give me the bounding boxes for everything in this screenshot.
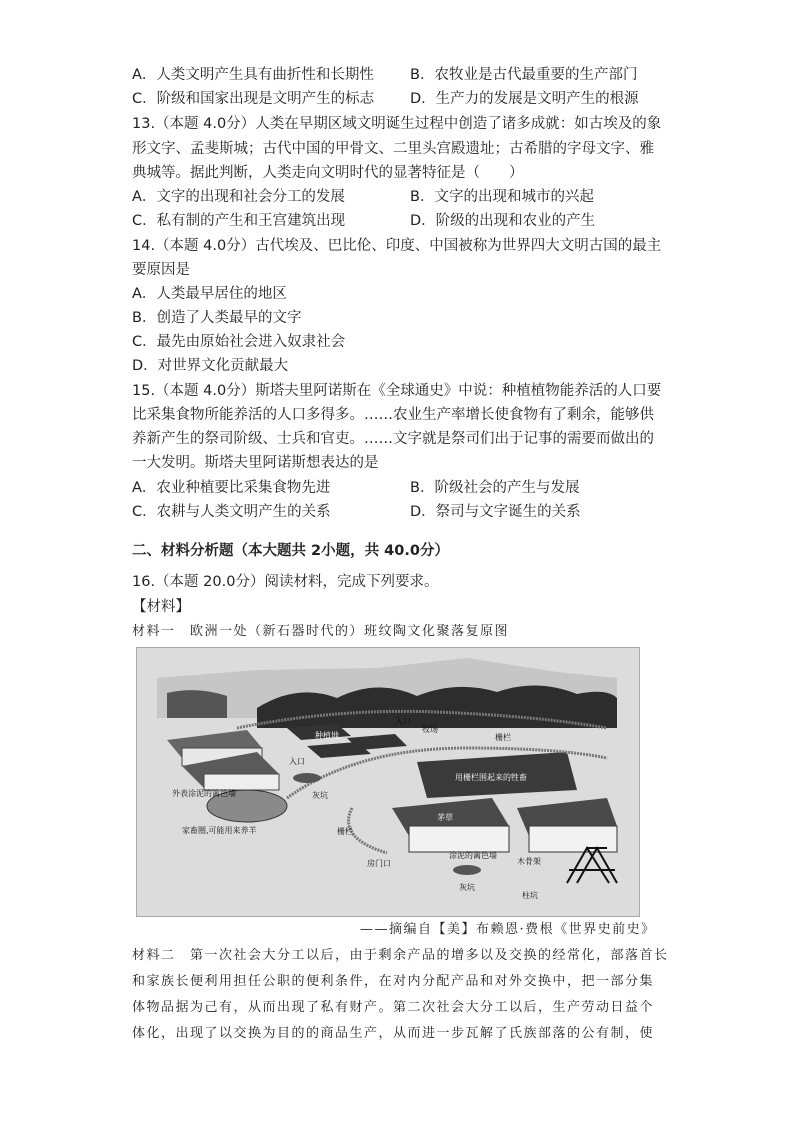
q13-stem-line1: 13.（本题 4.0分）人类在早期区域文明诞生过程中创造了诸多成就：如古埃及的象 (132, 116, 662, 132)
material-header: 【材料】 (132, 599, 190, 615)
q15-option-a: A．农业种植要比采集食物先进 (132, 480, 331, 496)
q13-option-d: D．阶级的出现和农业的产生 (410, 213, 596, 229)
q14-option-b: B．创造了人类最早的文字 (132, 310, 302, 326)
q14-stem-line1: 14.（本题 4.0分）古代埃及、巴比伦、印度、中国被称为世界四大文明古国的最主 (132, 238, 662, 254)
label-field: 种植地 (315, 731, 339, 740)
q14-stem-line2: 要原因是 (132, 262, 190, 278)
label-mud-fence: 涂泥的篱笆墙 (449, 851, 497, 860)
q16-stem: 16.（本题 20.0分）阅读材料，完成下列要求。 (132, 574, 439, 590)
q15-stem-line1: 15.（本题 4.0分）斯塔夫里阿诺斯在《全球通史》中说：种植植物能养活的人口要 (132, 383, 662, 399)
q12-option-c: C．阶级和国家出现是文明产生的标志 (132, 91, 375, 107)
label-fence-mid: 栅栏 (337, 827, 353, 836)
label-fence-top: 栅栏 (495, 733, 511, 742)
label-entrance-2: 入口 (289, 757, 305, 766)
material1-title: 材料一 欧洲一处（新石器时代的）班纹陶文化聚落复原图 (132, 624, 510, 639)
q12-option-a: A．人类文明产生具有曲折性和长期性 (132, 67, 374, 83)
label-thatch: 茅草 (437, 813, 453, 822)
q15-option-d: D．祭司与文字诞生的关系 (410, 504, 581, 520)
label-wood-frame: 木骨架 (517, 857, 541, 866)
label-livestock-pen: 用栅栏围起来的牲畜 (455, 773, 527, 782)
q13-option-b: B．文字的出现和城市的兴起 (410, 189, 594, 205)
settlement-drawing (137, 648, 639, 916)
q12-option-d: D．生产力的发展是文明产生的根源 (410, 91, 639, 107)
section-heading: 二、材料分析题（本大题共 2小题，共 40.0分） (132, 543, 449, 559)
material2-line1: 材料二 第一次社会大分工以后，由于剩余产品的增多以及交换的经常化，部落首长 (132, 948, 669, 963)
label-pasture: 牧场 (422, 725, 438, 734)
q14-option-a: A．人类最早居住的地区 (132, 286, 287, 302)
label-entrance-1: 入口 (395, 717, 411, 726)
q15-option-c: C．农耕与人类文明产生的关系 (132, 504, 331, 520)
label-ash-pit-2: 灰坑 (459, 883, 475, 892)
material2-line4: 体化，出现了以交换为目的的商品生产，从而进一步瓦解了氏族部落的公有制，使 (132, 1026, 655, 1041)
q13-option-a: A．文字的出现和社会分工的发展 (132, 189, 345, 205)
label-mud-wall: 外表涂泥的篱笆墙 (172, 789, 236, 798)
q12-option-b: B．农牧业是古代最重要的生产部门 (410, 67, 638, 83)
material2-line3: 体物品据为己有，从而出现了私有财产。第二次社会大分工以后，生产劳动日益个 (132, 1000, 655, 1015)
q15-stem-line2: 比采集食物所能养活的人口多得多。……农业生产率增长使食物有了剩余，能够供 (132, 407, 654, 423)
label-doorway: 房门口 (367, 859, 391, 868)
q14-option-c: C．最先由原始社会进入奴隶社会 (132, 334, 346, 350)
q15-option-b: B．阶级社会的产生与发展 (410, 480, 580, 496)
q13-stem-line3: 典城等。据此判断，人类走向文明时代的显著特征是（ ） (132, 165, 524, 181)
label-post-hole: 柱坑 (522, 891, 538, 900)
q13-stem-line2: 形文字、孟斐斯城；古代中国的甲骨文、二里头宫殿遗址；古希腊的字母文字、雅 (132, 141, 654, 157)
q13-option-c: C．私有制的产生和王宫建筑出现 (132, 213, 346, 229)
q14-option-d: D．对世界文化贡献最大 (132, 358, 289, 374)
label-ash-pit-1: 灰坑 (312, 791, 328, 800)
q15-stem-line3: 养新产生的祭司阶级、士兵和官吏。……文字就是祭司们出于记事的需要而做出的 (132, 431, 654, 447)
q15-stem-line4: 一大发明。斯塔夫里阿诺斯想表达的是 (132, 455, 379, 471)
figure-source: ——摘编自【美】布赖恩·费根《世界史前史》 (360, 922, 656, 937)
settlement-illustration (136, 647, 640, 917)
material2-line2: 和家族长便利用担任公职的便利条件，在对内分配产品和对外交换中，把一部分集 (132, 974, 655, 989)
label-animal-pen: 家畜圈,可能用来养羊 (182, 826, 257, 835)
